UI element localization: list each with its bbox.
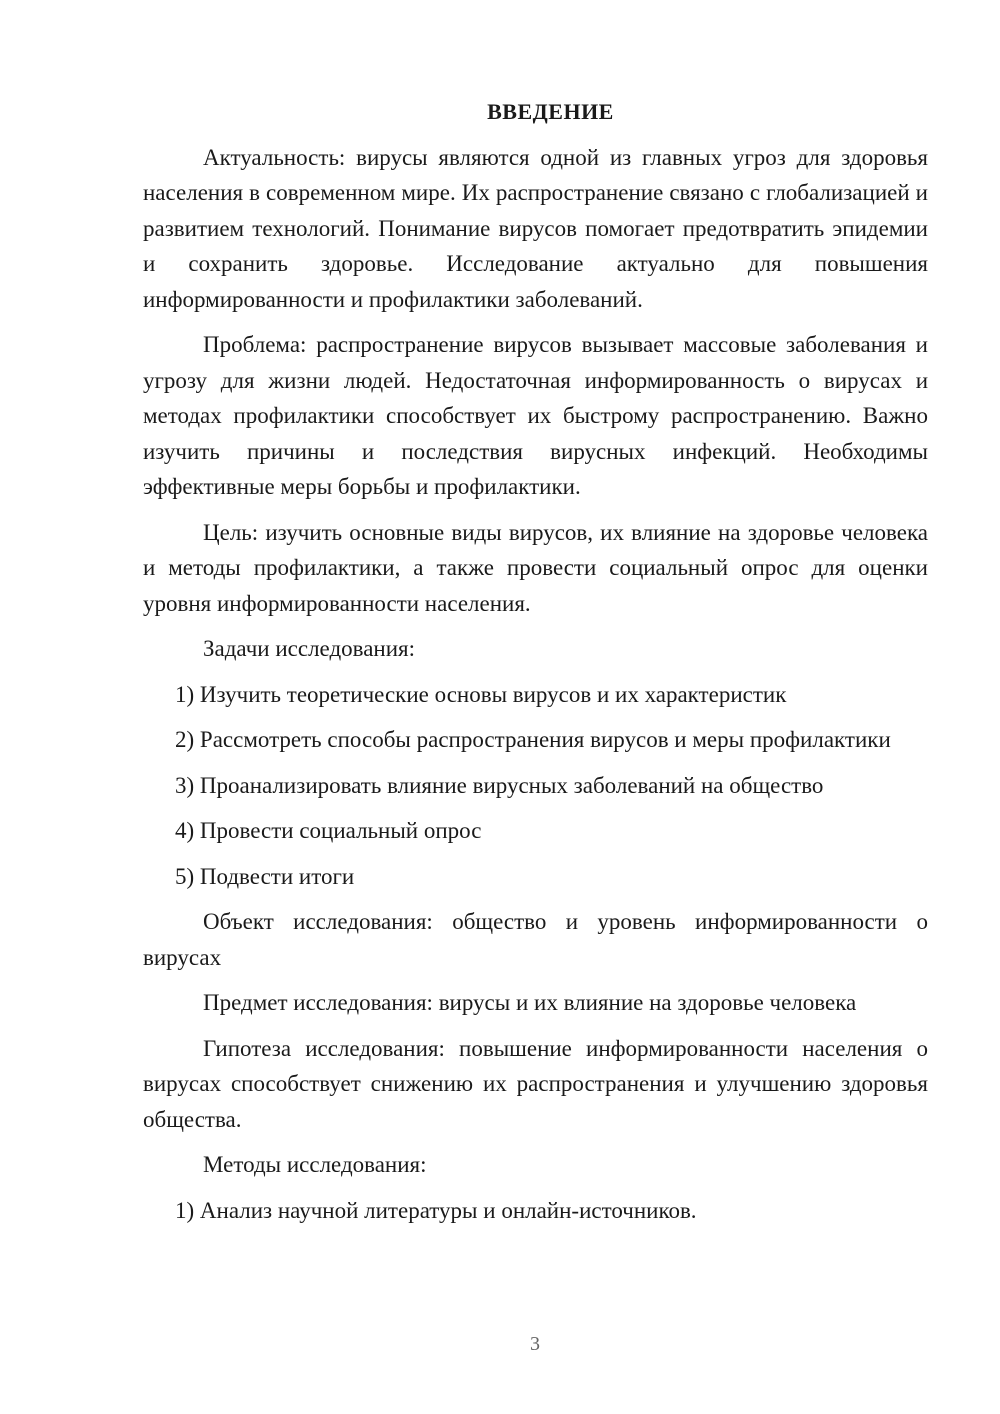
goal-paragraph: Цель: изучить основные виды вирусов, их влияние на здоровье человека и методы профилактики, а также провести социальный опрос для оценки уровня информированности населения. bbox=[143, 519, 928, 616]
section-title: ВВЕДЕНИЕ bbox=[487, 99, 614, 124]
method-item-1: 1) Анализ научной литературы и онлайн-источников. bbox=[175, 1197, 697, 1223]
methods-heading: Методы исследования: bbox=[203, 1152, 427, 1177]
task-item-1: 1) Изучить теоретические основы вирусов и их характеристик bbox=[175, 681, 787, 707]
task-item-2: 2) Рассмотреть способы распространения вирусов и меры профилактики bbox=[175, 727, 891, 752]
page-content bbox=[143, 94, 928, 1238]
subject-paragraph: Предмет исследования: вирусы и их влияние на здоровье человека bbox=[203, 990, 857, 1015]
problem-paragraph: Проблема: распространение вирусов вызывает массовые заболевания и угрозу для жизни людей. Недостаточная информированность о вирусах и методах профилактики способствует их быстрому распространению. Важно изучить причины и последствия вирусных инфекций. Необходимы эффективные меры борьбы и профилактики. bbox=[143, 332, 928, 499]
hypothesis-paragraph: Гипотеза исследования: повышение информированности населения о вирусах способствует снижению их распространения и улучшению здоровья общества. bbox=[143, 1035, 928, 1132]
task-item-3: 3) Проанализировать влияние вирусных заболеваний на общество bbox=[175, 772, 824, 798]
page-number: 3 bbox=[530, 1333, 540, 1355]
tasks-heading: Задачи исследования: bbox=[203, 636, 416, 661]
relevance-paragraph: Актуальность: вирусы являются одной из главных угроз для здоровья населения в современном мире. Их распространение связано с глобализацией и развитием технологий. Понимание вирусов помогает предотвратить эпидемии и сохранить здоровье. Исследование актуально для повышения информированности и профилактики заболеваний. bbox=[143, 144, 928, 312]
task-item-4: 4) Провести социальный опрос bbox=[175, 818, 482, 843]
object-paragraph: Объект исследования: общество и уровень информированности о вирусах bbox=[143, 909, 928, 970]
task-item-5: 5) Подвести итоги bbox=[175, 863, 355, 889]
